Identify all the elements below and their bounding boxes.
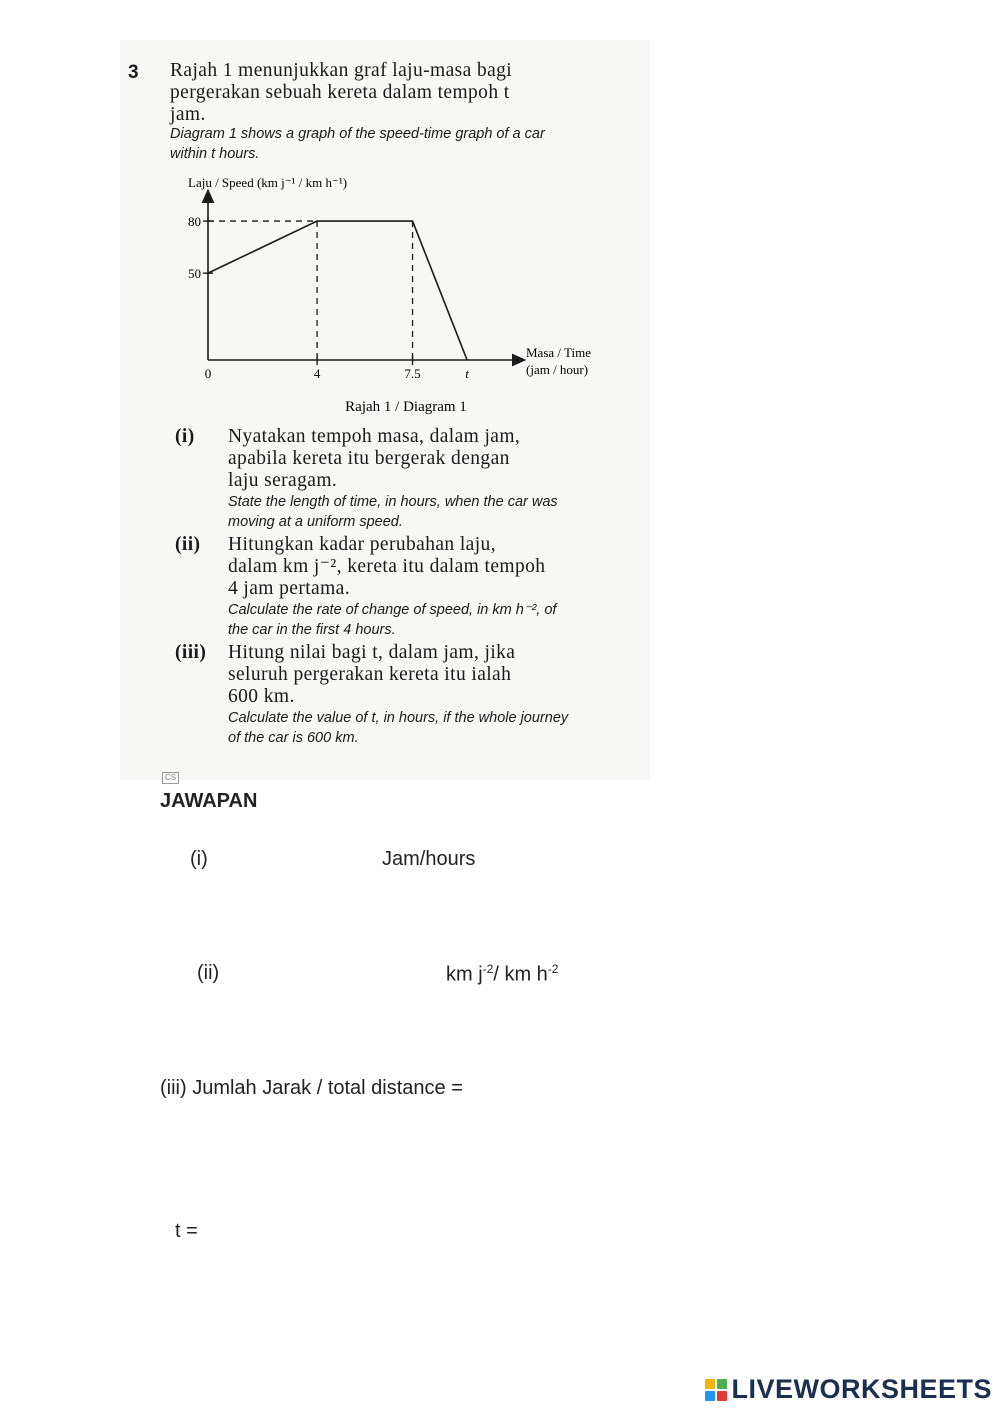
x-axis-label-line1: Masa / Time <box>526 345 592 360</box>
answer-i-label: (i) <box>190 848 208 870</box>
part-label: (i) <box>175 426 195 447</box>
chart-title: Rajah 1 / Diagram 1 <box>345 399 467 415</box>
part-malay-line: Hitung nilai bagi t, dalam jam, jika <box>228 642 516 663</box>
part-english-line: Calculate the value of t, in hours, if the whole journey <box>228 710 569 726</box>
x-tick-label-4: 4 <box>313 366 321 381</box>
stem-malay-line: Rajah 1 menunjukkan graf laju-masa bagi <box>170 60 513 81</box>
brand-text: LIVEWORKSHEETS <box>731 1374 992 1404</box>
x-tick-label-7-5: 7.5 <box>404 366 421 381</box>
part-malay-line: seluruh pergerakan kereta itu ialah <box>228 664 512 685</box>
y-tick-label-80: 80 <box>188 214 201 230</box>
part-label: (ii) <box>175 534 201 555</box>
answer-ii-label: (ii) <box>197 962 220 984</box>
liveworksheets-branding <box>705 1374 992 1405</box>
logo-square <box>717 1391 727 1401</box>
part-english-line: State the length of time, in hours, when the car was <box>228 494 558 510</box>
liveworksheets-logo-icon <box>705 1379 727 1401</box>
part-label: (iii) <box>175 642 207 663</box>
answer-ii-unit <box>446 962 558 987</box>
x-tick-label-t: t <box>465 366 469 381</box>
answer-i-unit: Jam/hours <box>382 848 476 870</box>
question-stem-malay <box>170 60 512 126</box>
speed-time-graph <box>160 165 630 425</box>
x-axis-label-line2: (jam / hour) <box>526 362 589 377</box>
part-english-line: the car in the first 4 hours. <box>228 622 396 638</box>
logo-square <box>705 1379 715 1389</box>
logo-square <box>705 1391 715 1401</box>
part-malay-line: 4 jam pertama. <box>228 578 351 599</box>
question-stem-english <box>170 124 545 164</box>
speed-series-line <box>208 221 467 360</box>
stem-malay-line: pergerakan sebuah kereta dalam tempoh t <box>170 82 510 103</box>
y-tick-label-50: 50 <box>188 266 201 282</box>
part-malay-line: apabila kereta itu bergerak dengan <box>228 448 510 469</box>
part-malay-line: dalam km j⁻², kereta itu dalam tempoh <box>228 556 546 577</box>
question-number: 3 <box>128 62 139 83</box>
part-english-line: moving at a uniform speed. <box>228 514 403 530</box>
scanner-mark: CS <box>162 772 179 784</box>
y-axis-label: Laju / Speed (km j⁻¹ / km h⁻¹) <box>188 175 348 190</box>
stem-malay-line: jam. <box>170 104 206 125</box>
unit-exponent: -2 <box>547 962 559 976</box>
dashed-reference-lines <box>203 221 413 365</box>
stem-english-line: within t hours. <box>170 146 260 162</box>
answer-t-text: t = <box>175 1220 198 1242</box>
x-tick-label-0: 0 <box>204 366 212 381</box>
logo-square <box>717 1379 727 1389</box>
part-english-line: of the car is 600 km. <box>228 730 359 746</box>
answer-heading: JAWAPAN <box>160 790 258 812</box>
unit-km-j: km j <box>446 963 483 986</box>
part-malay-line: Nyatakan tempoh masa, dalam jam, <box>228 426 521 447</box>
unit-km-h: / km h <box>493 963 548 986</box>
stem-english-line: Diagram 1 shows a graph of the speed-time graph of a car <box>170 126 545 142</box>
unit-exponent: -2 <box>482 962 494 976</box>
part-malay-line: Hitungkan kadar perubahan laju, <box>228 534 496 555</box>
part-malay-line: laju seragam. <box>228 470 338 491</box>
part-malay-line: 600 km. <box>228 686 295 707</box>
part-english-line: Calculate the rate of change of speed, in km h⁻², of <box>228 602 557 618</box>
answer-iii-text: (iii) Jumlah Jarak / total distance = <box>160 1077 463 1099</box>
